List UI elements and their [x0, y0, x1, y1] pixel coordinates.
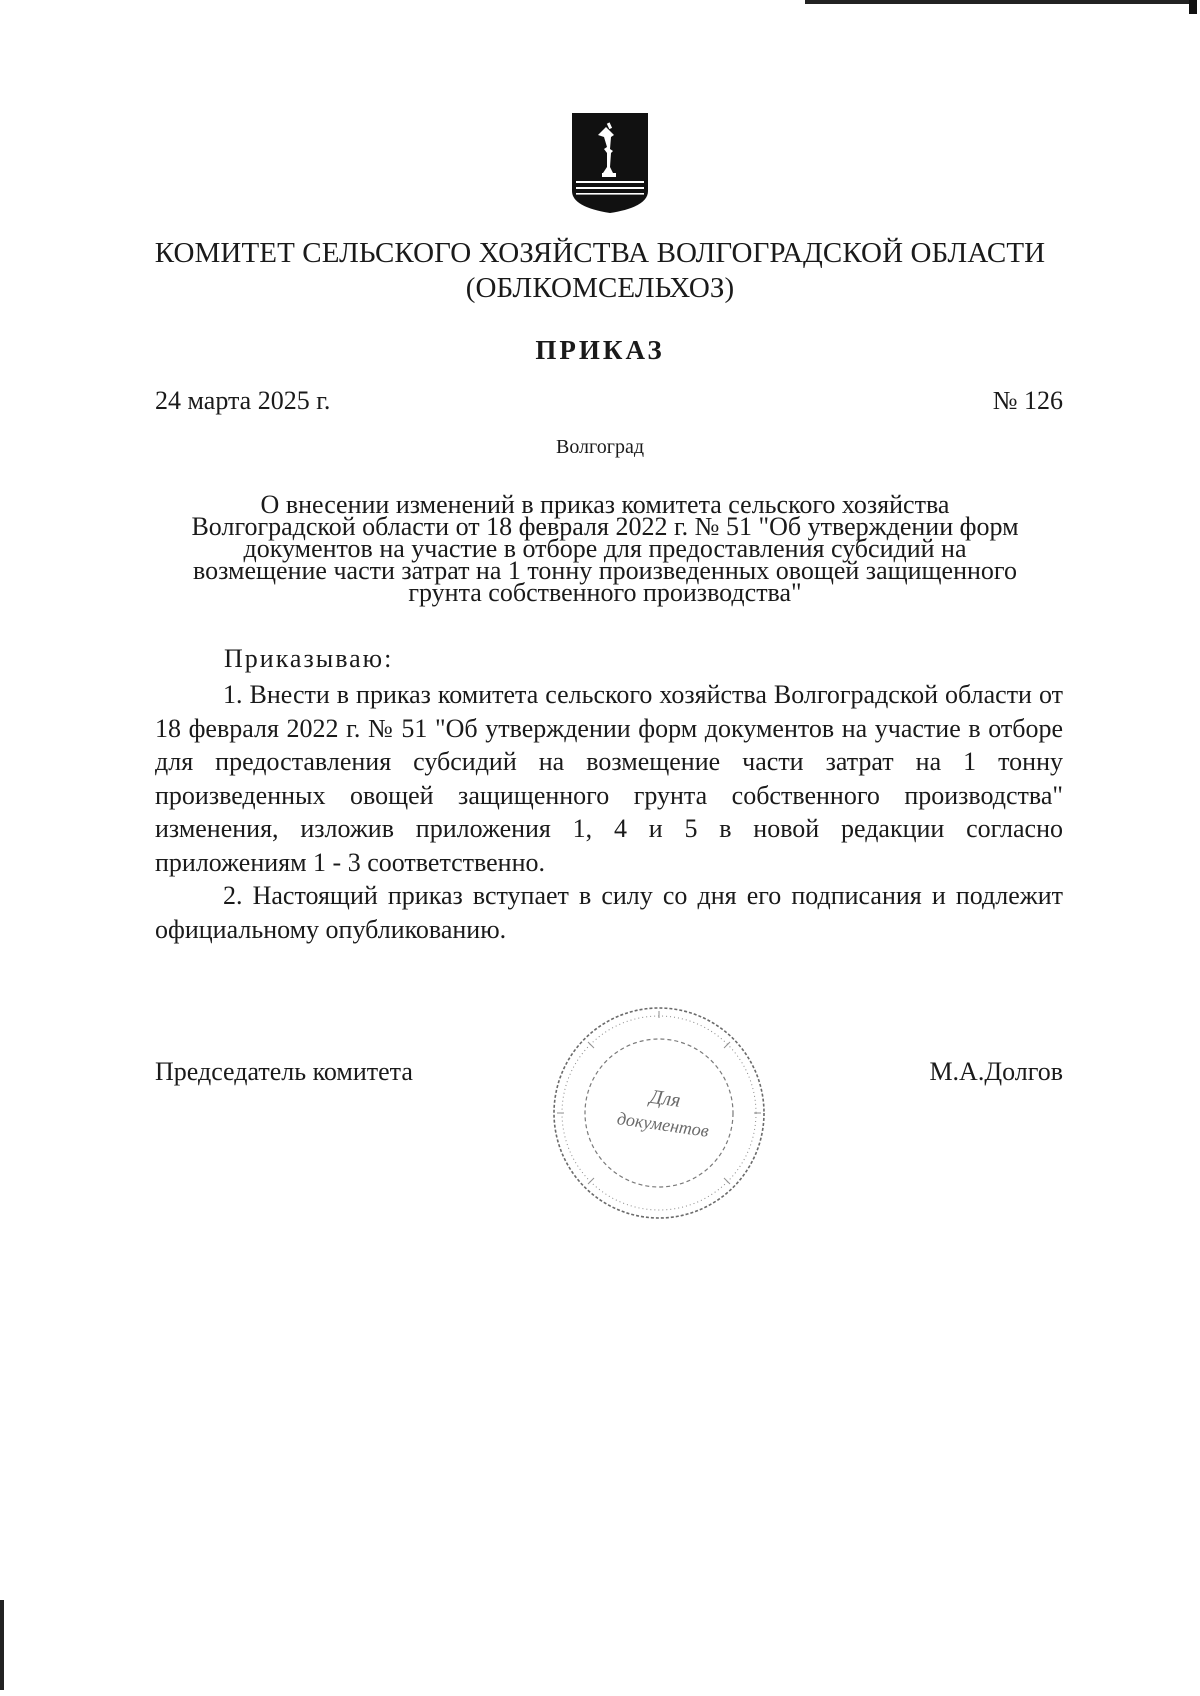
organization-name: [0, 236, 1200, 306]
stamp-text-line-1: Для: [648, 1085, 682, 1112]
document-city: Волгоград: [555, 436, 645, 458]
document-body: [155, 678, 1063, 946]
document-date: 24 марта 2025 г.: [155, 386, 331, 415]
order-word: Приказываю:: [224, 644, 394, 673]
body-paragraph: 1. Внести в приказ комитета сельского хозяйства Волгоградской области от 18 февраля 2022 г. № 51 "Об утверждении форм документов на участие в отборе для предоставления субсидий на возмещение части затрат на 1 тонну произведенных овощей защищенного грунта собственного производства" изменения, изложив приложения 1, 4 и 5 в новой редакции согласно приложениям 1 - 3 соответственно.: [155, 680, 1063, 877]
scan-edge-left: [0, 1600, 4, 1690]
scan-edge-top: [805, 0, 1197, 4]
signer-title: Председатель комитета: [155, 1057, 413, 1086]
body-paragraph: 2. Настоящий приказ вступает в силу со дня его подписания и подлежит официальному опубликованию.: [155, 881, 1063, 944]
subject-line: грунта собственного производства": [408, 578, 802, 607]
subject-line: возмещение части затрат на 1 тонну произведенных овощей защищенного: [193, 556, 1017, 585]
subject-line: документов на участие в отборе для предоставления субсидий на: [243, 534, 967, 563]
stamp-text-line-2: документов: [615, 1108, 711, 1141]
subject-line: О внесении изменений в приказ комитета сельского хозяйства: [260, 490, 950, 519]
volgograd-coat-of-arms-icon: [570, 111, 650, 215]
official-stamp-icon: [548, 1002, 770, 1224]
organization-line-1: КОМИТЕТ СЕЛЬСКОГО ХОЗЯЙСТВА ВОЛГОГРАДСКОЙ ОБЛАСТИ: [154, 237, 1046, 269]
scan-edge-nub: [1189, 0, 1197, 14]
document-number: № 126: [992, 386, 1063, 415]
organization-line-2: (ОБЛКОМСЕЛЬХОЗ): [465, 272, 735, 304]
signer-name: М.А.Долгов: [929, 1057, 1063, 1086]
subject-line: Волгоградской области от 18 февраля 2022 г. № 51 "Об утверждении форм: [191, 512, 1019, 541]
document-subject: [150, 490, 1060, 607]
document-type: ПРИКАЗ: [535, 335, 665, 365]
